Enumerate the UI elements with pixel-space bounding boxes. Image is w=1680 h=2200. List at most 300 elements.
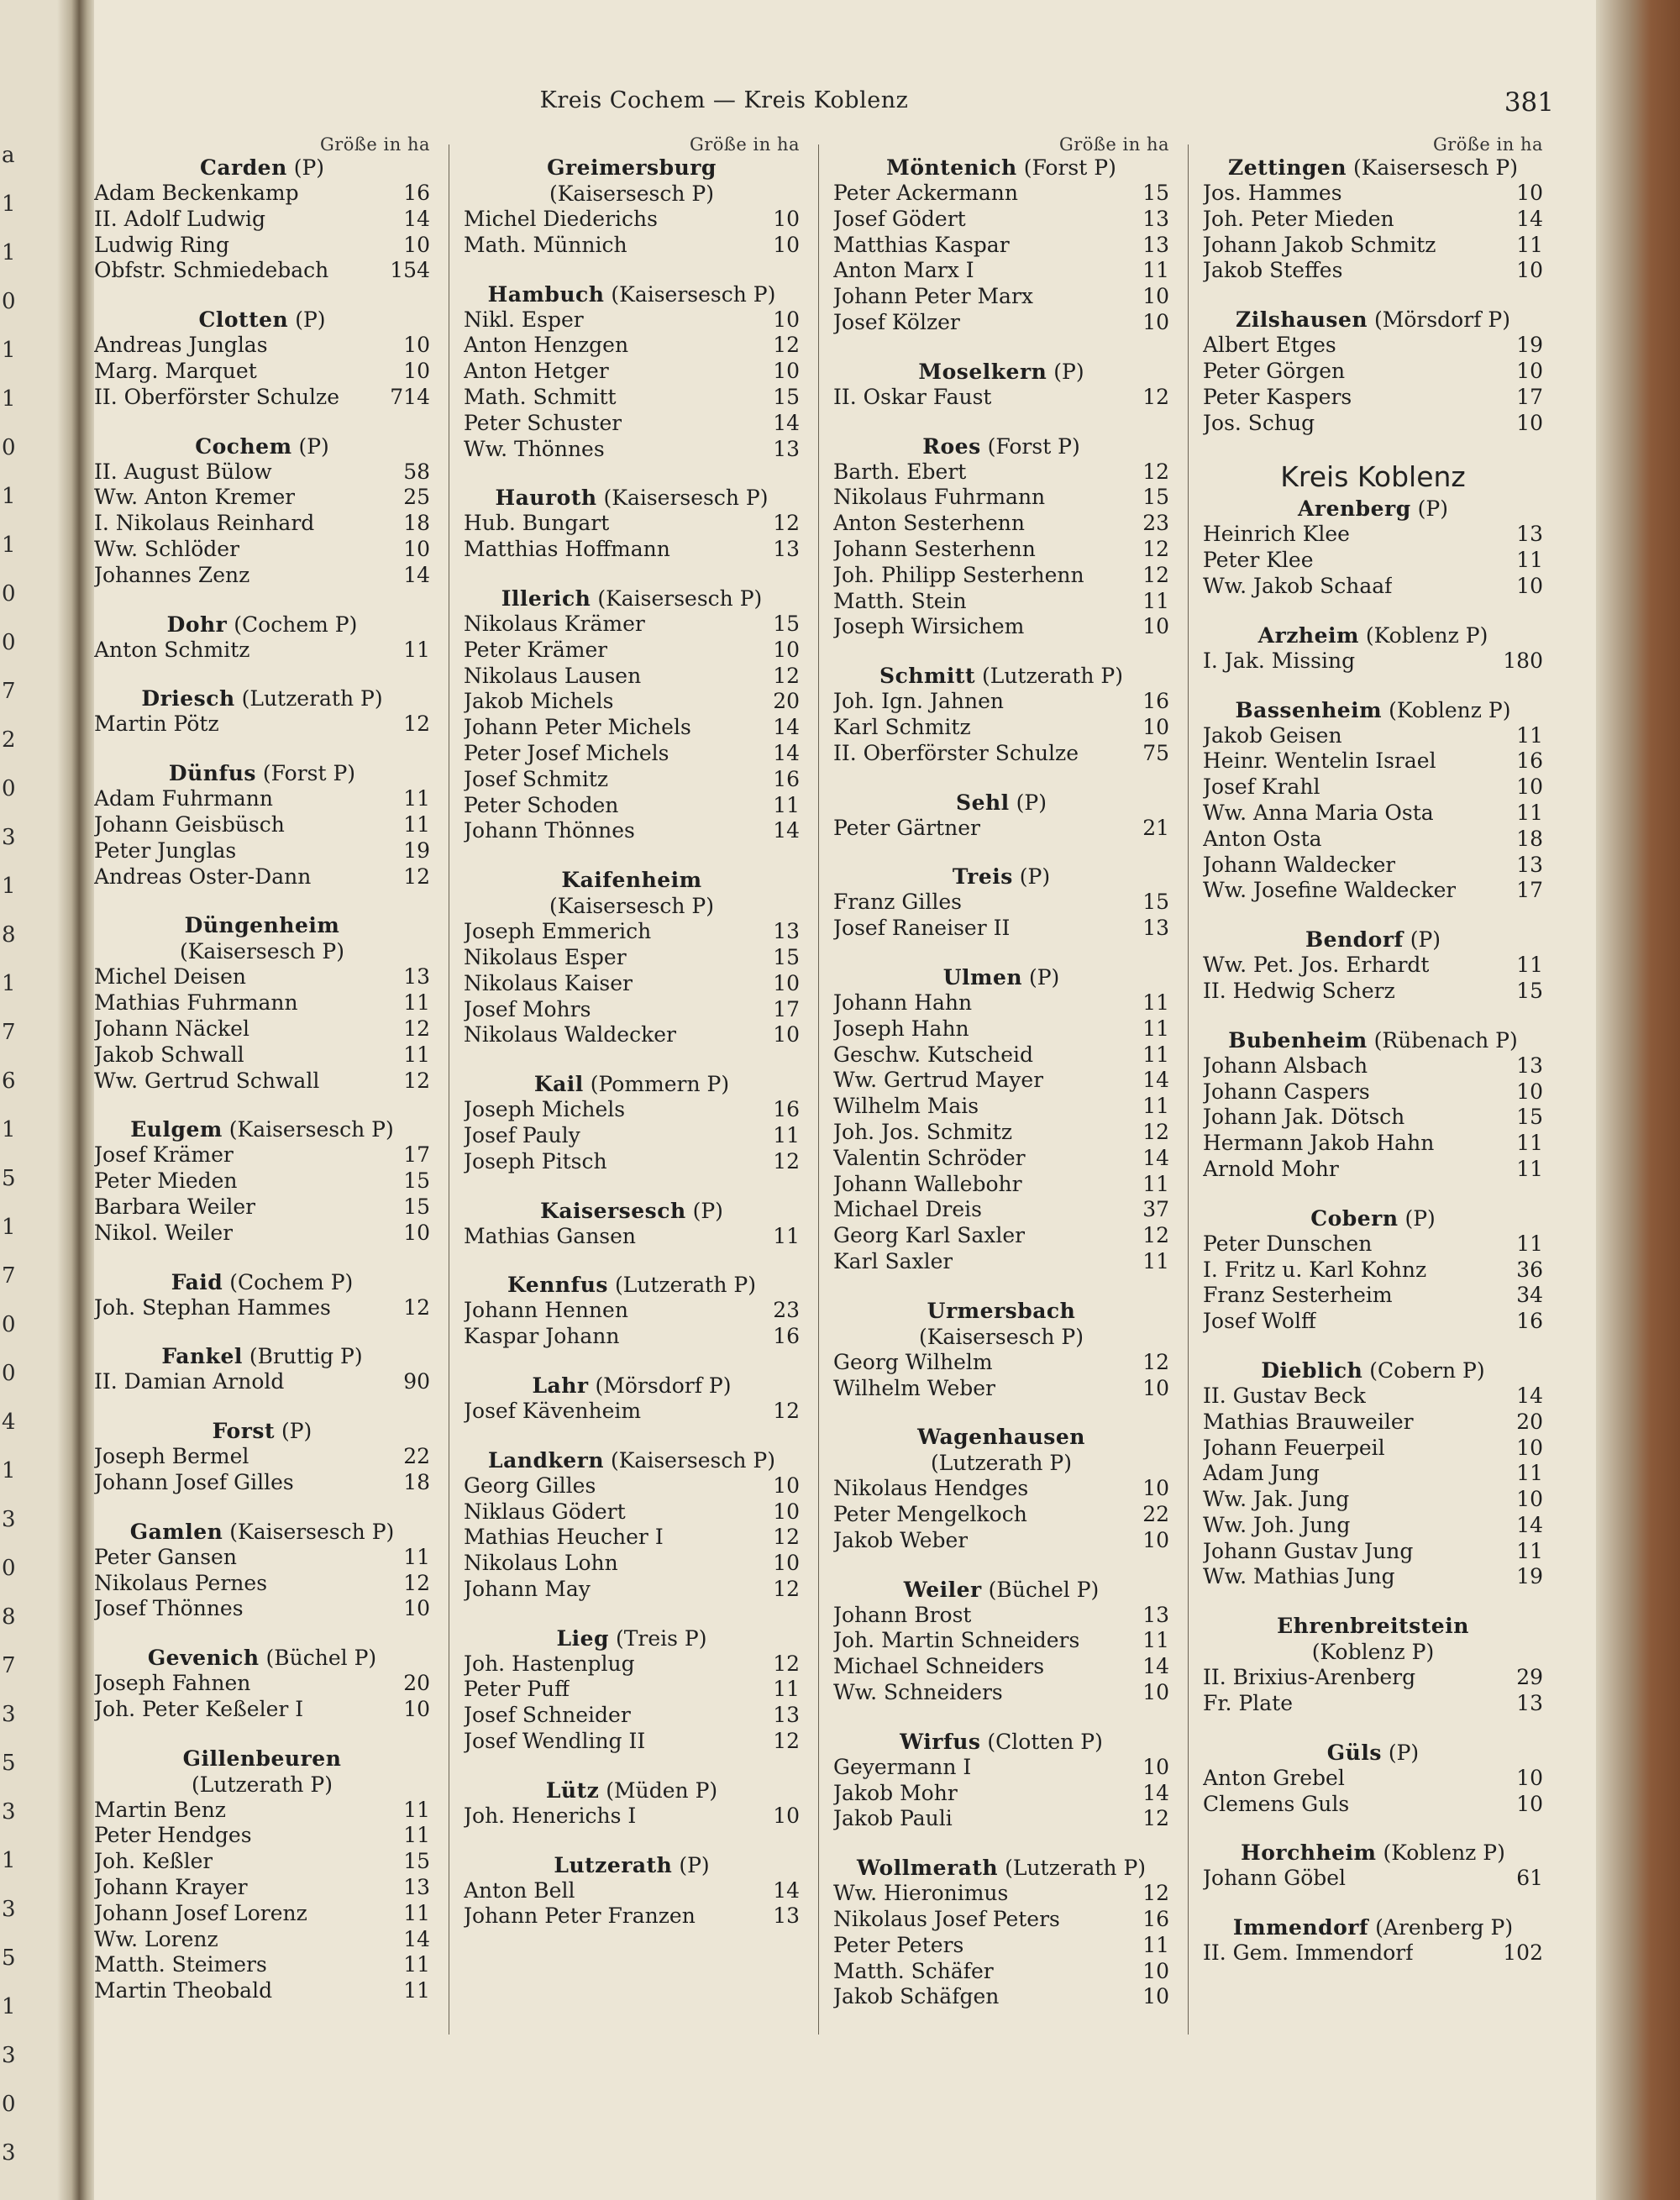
- owner-entry: [1203, 1283, 1543, 1309]
- owner-name: Barth. Ebert: [833, 459, 967, 484]
- post-office-note: (P): [1417, 496, 1448, 522]
- owner-entry: [833, 589, 1169, 615]
- owner-name: Jos. Schug: [1203, 410, 1315, 435]
- area-hectares: 14: [773, 1877, 800, 1903]
- column-rule: [1188, 144, 1189, 2035]
- owner-name: Joseph Fahnen: [94, 1671, 251, 1696]
- owner-entry: [1203, 181, 1543, 207]
- owner-name: Hub. Bungart: [464, 511, 610, 536]
- place-section: [1203, 155, 1543, 284]
- owner-entry: [1203, 522, 1543, 548]
- area-hectares: 10: [773, 1022, 800, 1047]
- owner-name: Nikolaus Waldecker: [464, 1022, 676, 1047]
- place-name: Immendorf: [1232, 1915, 1369, 1940]
- owner-entry: [833, 1172, 1169, 1198]
- left-page-fragment: 2: [2, 727, 16, 753]
- owner-name: Nikolaus Esper: [464, 944, 627, 969]
- owner-name: Josef Krämer: [94, 1142, 234, 1168]
- owner-name: Karl Schmitz: [833, 714, 971, 739]
- place-section: [94, 307, 430, 410]
- owner-name: Nikl. Esper: [464, 307, 584, 332]
- area-hectares: 10: [773, 1499, 800, 1524]
- owner-name: Matth. Steimers: [94, 1952, 267, 1977]
- area-hectares: 11: [1142, 1171, 1169, 1196]
- area-hectares: 12: [1142, 562, 1169, 587]
- place-section: [833, 1298, 1169, 1402]
- owner-name: Adam Jung: [1203, 1461, 1320, 1486]
- owner-entry: [94, 838, 430, 864]
- owner-entry: [464, 1324, 800, 1350]
- owner-name: Nikol. Weiler: [94, 1220, 234, 1245]
- area-hectares: 17: [773, 996, 800, 1021]
- left-page-fragment: 5: [2, 1751, 16, 1776]
- owner-name: Ww. Pet. Jos. Erhardt: [1203, 953, 1430, 978]
- owner-name: Johann May: [464, 1576, 591, 1601]
- place-name: Dohr: [166, 612, 228, 637]
- place-name: Landkern: [488, 1447, 605, 1473]
- place-name: Carden: [199, 155, 287, 180]
- area-hectares: 11: [403, 786, 430, 811]
- size-column-label: Größe in ha: [1058, 134, 1169, 155]
- area-hectares: 10: [1516, 181, 1543, 205]
- owner-name: Matth. Stein: [833, 588, 967, 613]
- area-hectares: 11: [773, 1677, 800, 1702]
- place-name: Lieg: [556, 1625, 609, 1651]
- area-hectares: 12: [773, 1148, 800, 1174]
- page-edge: [1596, 0, 1680, 2200]
- owner-name: Peter Junglas: [94, 837, 237, 863]
- area-hectares: 10: [773, 970, 800, 995]
- owner-entry: [464, 1703, 800, 1729]
- owner-name: II. Adolf Ludwig: [94, 206, 266, 231]
- place-section: [94, 1519, 430, 1622]
- owner-entry: [94, 1978, 430, 2004]
- area-hectares: 10: [1516, 258, 1543, 283]
- area-hectares: 11: [403, 811, 430, 837]
- owner-name: Peter Mieden: [94, 1168, 238, 1194]
- left-page-fragment: 1: [2, 338, 16, 363]
- owner-entry: [1203, 1539, 1543, 1565]
- area-hectares: 11: [1142, 1248, 1169, 1273]
- post-office-note: (Cochem P): [234, 612, 358, 637]
- owner-entry: [94, 1016, 430, 1042]
- owner-entry: [1203, 1231, 1543, 1258]
- owner-entry: [833, 1628, 1169, 1654]
- owner-name: Josef Kävenheim: [464, 1398, 642, 1423]
- place-name: Faid: [171, 1269, 223, 1294]
- owner-entry: [833, 916, 1169, 942]
- owner-name: Andreas Junglas: [94, 333, 268, 358]
- owner-name: Joh. Ign. Jahnen: [833, 689, 1004, 714]
- left-page-fragment: 7: [2, 1263, 16, 1289]
- place-section: [833, 790, 1169, 842]
- owner-name: Ww. Hieronimus: [833, 1881, 1009, 1906]
- owner-name: Marg. Marquet: [94, 358, 257, 383]
- owner-entry: [833, 1806, 1169, 1832]
- owner-entry: [833, 284, 1169, 310]
- owner-name: Andreas Oster-Dann: [94, 864, 312, 889]
- place-title: [833, 1424, 1169, 1450]
- place-section: [1203, 1914, 1543, 1966]
- area-hectares: 10: [403, 1696, 430, 1721]
- place-name: Urmersbach: [927, 1298, 1076, 1323]
- owner-entry: [1203, 1105, 1543, 1131]
- place-name: Forst: [212, 1419, 276, 1444]
- owner-name: Josef Wolff: [1203, 1309, 1316, 1334]
- left-page-fragment: 1: [2, 1458, 16, 1483]
- owner-entry: [1203, 1487, 1543, 1513]
- place-name: Treis: [952, 864, 1013, 890]
- column-3: [833, 134, 1169, 2033]
- area-hectares: 11: [1516, 232, 1543, 257]
- owner-entry: [94, 359, 430, 385]
- area-hectares: 13: [1142, 1602, 1169, 1627]
- owner-name: Martin Pötz: [94, 711, 219, 737]
- post-office-note: (Treis P): [615, 1625, 707, 1651]
- place-section: [464, 1852, 800, 1930]
- owner-entry: [833, 715, 1169, 741]
- owner-entry: [94, 1671, 430, 1697]
- owner-name: Peter Josef Michels: [464, 740, 669, 765]
- owner-name: Joh. Jos. Schmitz: [833, 1119, 1013, 1144]
- area-hectares: 20: [403, 1671, 430, 1696]
- left-page-fragment: 1: [2, 1117, 16, 1142]
- size-column-label: Größe in ha: [319, 134, 430, 155]
- area-hectares: 12: [403, 1016, 430, 1041]
- owner-entry: [1203, 258, 1543, 284]
- place-section: [464, 1071, 800, 1174]
- place-title: [94, 1116, 430, 1142]
- area-hectares: 13: [1516, 1053, 1543, 1078]
- place-name: Lahr: [532, 1373, 589, 1398]
- owner-entry: [464, 1729, 800, 1755]
- area-hectares: 11: [773, 1122, 800, 1147]
- area-hectares: 15: [1142, 181, 1169, 205]
- left-page-fragment: 3: [2, 1507, 16, 1532]
- place-name: Eulgem: [130, 1117, 223, 1142]
- owner-name: Johann Jak. Dötsch: [1203, 1105, 1405, 1130]
- area-hectares: 10: [1142, 1984, 1169, 2009]
- place-section: [464, 585, 800, 844]
- area-hectares: 11: [1516, 722, 1543, 748]
- place-section: [833, 964, 1169, 1275]
- area-hectares: 22: [1142, 1502, 1169, 1527]
- place-title: [94, 433, 430, 459]
- place-name: Kaifenheim: [561, 868, 702, 893]
- area-hectares: 10: [1142, 1375, 1169, 1400]
- left-page-fragment: 3: [2, 1799, 16, 1825]
- area-hectares: 11: [1516, 1156, 1543, 1181]
- area-hectares: 10: [1516, 1487, 1543, 1512]
- owner-entry: [833, 1781, 1169, 1807]
- place-name: Cobern: [1310, 1205, 1399, 1231]
- area-hectares: 10: [1516, 410, 1543, 435]
- owner-name: Johann Peter Michels: [464, 715, 691, 740]
- post-office-note: (P): [1053, 359, 1084, 384]
- area-hectares: 13: [773, 1903, 800, 1929]
- owner-name: Johann Näckel: [94, 1016, 249, 1041]
- area-hectares: 13: [403, 964, 430, 990]
- place-name: Gevenich: [147, 1646, 260, 1671]
- owner-name: Anton Henzgen: [464, 333, 629, 358]
- owner-name: Johann Sesterhenn: [833, 536, 1036, 561]
- post-office-note: (Mörsdorf P): [595, 1373, 732, 1398]
- left-page-fragment: 3: [2, 1897, 16, 1922]
- owner-entry: [1203, 1436, 1543, 1462]
- area-hectares: 13: [1516, 522, 1543, 547]
- owner-name: Anton Bell: [464, 1877, 575, 1903]
- post-office-note: (Bruttig P): [249, 1344, 363, 1369]
- left-page-fragment: 7: [2, 1653, 16, 1678]
- owner-name: Anton Sesterhenn: [833, 511, 1025, 536]
- owner-name: Mathias Fuhrmann: [94, 990, 298, 1016]
- place-section: [94, 612, 430, 664]
- left-page-fragment: a: [2, 143, 15, 168]
- owner-entry: [833, 563, 1169, 589]
- post-office-note: (Lutzerath P): [1005, 1856, 1147, 1881]
- owner-name: Joseph Pitsch: [464, 1148, 607, 1174]
- owner-entry: [464, 997, 800, 1023]
- owner-name: Jakob Weber: [833, 1527, 969, 1552]
- owner-name: Peter Mengelkoch: [833, 1502, 1027, 1527]
- owner-name: Michael Schneiders: [833, 1654, 1045, 1679]
- owner-name: Ww. Jak. Jung: [1203, 1487, 1350, 1512]
- owner-name: Anton Schmitz: [94, 637, 250, 662]
- place-section: [464, 281, 800, 463]
- owner-entry: [464, 1298, 800, 1324]
- owner-name: Martin Benz: [94, 1797, 226, 1822]
- post-office-note: (Kaisersesch P): [610, 1447, 775, 1473]
- owner-name: Johann Wallebohr: [833, 1171, 1022, 1196]
- place-name: Ulmen: [942, 964, 1023, 990]
- owner-name: Ww. Josefine Waldecker: [1203, 878, 1457, 903]
- area-hectares: 11: [1142, 1016, 1169, 1041]
- owner-entry: [833, 1502, 1169, 1528]
- left-page-fragment: 7: [2, 1020, 16, 1045]
- owner-name: Obfstr. Schmiedebach: [94, 258, 329, 283]
- post-office-note: (Arenberg P): [1375, 1915, 1514, 1940]
- place-section: [1203, 697, 1543, 905]
- area-hectares: 10: [1142, 614, 1169, 639]
- post-office-note: (P): [1028, 964, 1060, 990]
- post-office-note: (Mörsdorf P): [1374, 307, 1510, 333]
- place-name: Arzheim: [1257, 622, 1359, 648]
- place-title: [94, 1519, 430, 1545]
- area-hectares: 10: [773, 207, 800, 231]
- area-hectares: 10: [773, 1473, 800, 1498]
- area-hectares: 13: [1142, 206, 1169, 231]
- owner-name: Joh. Keßler: [94, 1849, 213, 1874]
- place-title: [833, 155, 1169, 181]
- area-hectares: 12: [403, 864, 430, 889]
- left-page-fragment: 3: [2, 1702, 16, 1727]
- page-header: [94, 87, 1613, 121]
- owner-name: Nikolaus Kaiser: [464, 970, 633, 995]
- owner-entry: [1203, 748, 1543, 774]
- area-hectares: 13: [773, 919, 800, 944]
- area-hectares: 18: [403, 1469, 430, 1494]
- owner-entry: [833, 258, 1169, 284]
- owner-name: Nikolaus Krämer: [464, 611, 645, 636]
- place-title: [464, 1071, 800, 1097]
- owner-name: Josef Raneiser II: [833, 916, 1011, 941]
- area-hectares: 34: [1516, 1283, 1543, 1308]
- owner-entry: [833, 385, 1169, 411]
- area-hectares: 12: [1142, 459, 1169, 484]
- owner-entry: [1203, 1384, 1543, 1410]
- owner-entry: [1203, 1866, 1543, 1892]
- owner-entry: [94, 511, 430, 537]
- owner-name: Jakob Schäfgen: [833, 1984, 1000, 2009]
- place-title: [94, 912, 430, 938]
- owner-entry: [1203, 1131, 1543, 1157]
- place-name: Moselkern: [918, 359, 1047, 384]
- left-page-fragment: 1: [2, 1215, 16, 1240]
- owner-name: Anton Marx I: [833, 258, 974, 283]
- post-office-note: (Clotten P): [987, 1729, 1103, 1754]
- owner-name: Josef Krahl: [1203, 774, 1320, 800]
- owner-entry: [464, 689, 800, 715]
- place-name: Fankel: [161, 1344, 243, 1369]
- place-title: [94, 1645, 430, 1671]
- area-hectares: 19: [1516, 333, 1543, 358]
- owner-entry: [464, 638, 800, 664]
- area-hectares: 12: [403, 711, 430, 737]
- area-hectares: 14: [403, 562, 430, 587]
- place-section: [94, 1418, 430, 1496]
- area-hectares: 12: [773, 511, 800, 536]
- page: [94, 0, 1613, 2200]
- area-hectares: 14: [1142, 1068, 1169, 1093]
- owner-entry: [464, 1149, 800, 1175]
- place-title: [1203, 496, 1543, 522]
- area-hectares: 10: [1516, 1765, 1543, 1790]
- owner-name: Peter Schoden: [464, 792, 619, 817]
- owner-entry: [94, 1221, 430, 1247]
- owner-entry: [94, 1068, 430, 1095]
- area-hectares: 10: [403, 1220, 430, 1245]
- area-hectares: 11: [403, 1978, 430, 2003]
- owner-entry: [1203, 1691, 1543, 1717]
- post-office-note: (P): [1404, 1205, 1436, 1231]
- place-title: [464, 281, 800, 307]
- owner-name: II. Gustav Beck: [1203, 1383, 1366, 1408]
- owner-entry: [94, 638, 430, 664]
- owner-name: Joh. Peter Mieden: [1203, 206, 1394, 231]
- place-section: [94, 1269, 430, 1321]
- post-office-note: (Büchel P): [265, 1646, 377, 1671]
- owner-name: Jos. Hammes: [1203, 181, 1342, 205]
- place-name: Lütz: [545, 1777, 600, 1803]
- area-hectares: 154: [390, 258, 430, 283]
- column-2: [464, 134, 800, 1952]
- owner-entry: [833, 1016, 1169, 1042]
- area-hectares: 12: [773, 663, 800, 688]
- place-title: [94, 1269, 430, 1295]
- area-hectares: 14: [773, 818, 800, 843]
- owner-name: Ww. Joh. Jung: [1203, 1512, 1351, 1537]
- column-4: [1203, 134, 1543, 1989]
- area-hectares: 15: [1516, 1105, 1543, 1130]
- post-office-note: (Kaisersesch P): [180, 939, 344, 964]
- owner-entry: [464, 1525, 800, 1551]
- owner-entry: [833, 1680, 1169, 1706]
- place-name: Zilshausen: [1236, 307, 1368, 333]
- owner-entry: [833, 816, 1169, 842]
- place-name: Kaisersesch: [540, 1198, 686, 1223]
- place-name: Gillenbeuren: [182, 1746, 342, 1771]
- owner-name: Johann Alsbach: [1203, 1053, 1368, 1078]
- area-hectares: 36: [1516, 1257, 1543, 1282]
- left-page-fragment: 8: [2, 1604, 16, 1630]
- place-section: [1203, 1027, 1543, 1183]
- place-section: [1203, 1740, 1543, 1818]
- owner-entry: [833, 1654, 1169, 1680]
- owner-name: Michel Deisen: [94, 964, 246, 990]
- place-section: [94, 1116, 430, 1246]
- owner-name: Michel Diederichs: [464, 207, 658, 231]
- place-title: [833, 790, 1169, 816]
- place-name: Kennfus: [507, 1273, 608, 1298]
- area-hectares: 13: [773, 436, 800, 461]
- place-name: Horchheim: [1241, 1840, 1377, 1866]
- owner-name: Johann Waldecker: [1203, 852, 1396, 877]
- post-office-note: (Lutzerath P): [241, 686, 383, 711]
- owner-name: Peter Gansen: [94, 1544, 237, 1569]
- owner-name: Josef Schmitz: [464, 766, 609, 791]
- owner-name: Johann Josef Lorenz: [94, 1900, 307, 1925]
- area-hectares: 11: [1516, 800, 1543, 825]
- area-hectares: 90: [403, 1369, 430, 1394]
- owner-name: Jakob Michels: [464, 689, 614, 714]
- place-title: [833, 1577, 1169, 1603]
- place-title: [94, 685, 430, 711]
- owner-name: II. August Bülow: [94, 459, 272, 484]
- owner-name: Ww. Lorenz: [94, 1926, 218, 1951]
- owner-entry: [94, 1195, 430, 1221]
- owner-name: Josef Pauly: [464, 1122, 580, 1147]
- left-page-fragment: 4: [2, 1410, 16, 1435]
- owner-name: Franz Sesterheim: [1203, 1283, 1393, 1308]
- place-section: [464, 155, 800, 259]
- owner-entry: [464, 1651, 800, 1678]
- post-office-note: (P): [692, 1198, 723, 1223]
- place-section: [1203, 459, 1543, 599]
- place-name: Bassenheim: [1235, 697, 1383, 722]
- area-hectares: 10: [1516, 1791, 1543, 1816]
- post-office-note: (Kaisersesch P): [229, 1519, 395, 1544]
- left-page-fragment: 8: [2, 922, 16, 948]
- area-hectares: 16: [1516, 1309, 1543, 1334]
- left-page-fragment: 1: [2, 484, 16, 509]
- place-title: [833, 1855, 1169, 1881]
- area-hectares: 15: [403, 1194, 430, 1219]
- owner-name: Joseph Hahn: [833, 1016, 969, 1041]
- owner-name: Nikolaus Fuhrmann: [833, 485, 1046, 510]
- owner-name: Joseph Wirsichem: [833, 614, 1025, 639]
- post-office-note: (Forst P): [262, 761, 356, 786]
- place-title: [94, 155, 430, 181]
- place-title: [1203, 697, 1543, 723]
- owner-entry: [464, 818, 800, 844]
- owner-entry: [1203, 827, 1543, 853]
- owner-entry: [464, 1399, 800, 1425]
- owner-name: Kaspar Johann: [464, 1324, 620, 1349]
- area-hectares: 17: [1516, 878, 1543, 903]
- owner-name: Georg Karl Saxler: [833, 1223, 1026, 1248]
- owner-name: Joseph Michels: [464, 1097, 626, 1122]
- left-page-fragment: 1: [2, 386, 16, 412]
